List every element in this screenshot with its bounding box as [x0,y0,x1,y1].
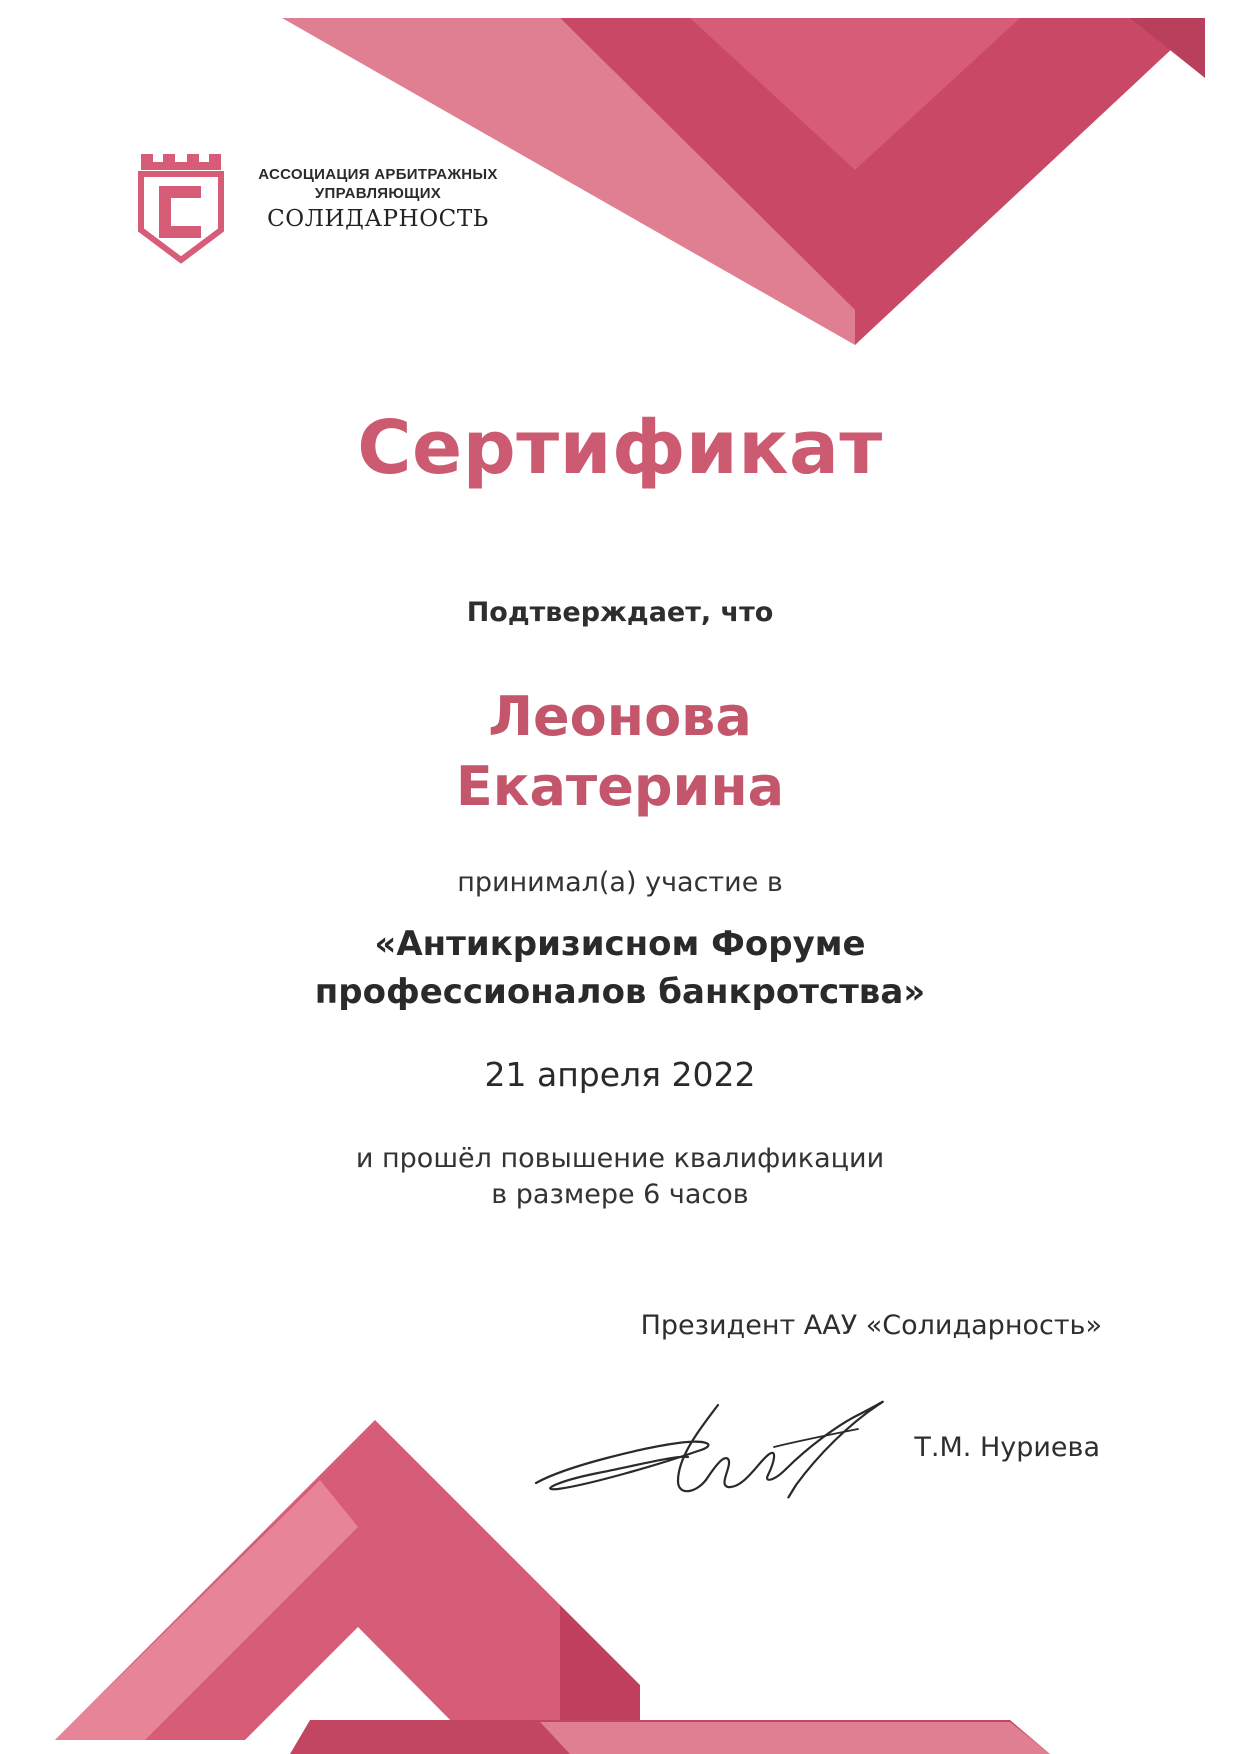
bottom-strip-light [540,1722,1050,1754]
qualification-line1: и прошёл повышение квалификации [355,1143,885,1174]
event-date: 21 апреля 2022 [484,1055,756,1094]
shield-c-icon [135,148,227,266]
association-logo [135,140,555,270]
event-name-line2: профессионалов банкротства» [314,972,926,1012]
certificate-title: Сертификат [357,405,883,491]
signer-name: Т.М. Нуриева [914,1432,1100,1463]
logo-line-association: АССОЦИАЦИЯ АРБИТРАЖНЫХ [258,166,498,183]
qualification-text [0,1141,1240,1213]
qualification-line2: в размере 6 часов [491,1179,749,1210]
event-name [0,920,1240,1016]
handwritten-signature [528,1385,898,1515]
recipient-first-name: Екатерина [455,755,785,818]
recipient-last-name: Леонова [488,685,752,748]
confirms-text: Подтверждает, что [466,597,774,628]
logo-line-managers: УПРАВЛЯЮЩИХ [314,185,442,202]
logo-line-solidarity: СОЛИДАРНОСТЬ [267,206,489,232]
participated-text: принимал(а) участие в [457,867,783,898]
event-name-line1: «Антикризисном Форуме [374,924,866,964]
recipient-name [0,682,1240,822]
president-title: Президент ААУ «Солидарность» [640,1310,1102,1341]
